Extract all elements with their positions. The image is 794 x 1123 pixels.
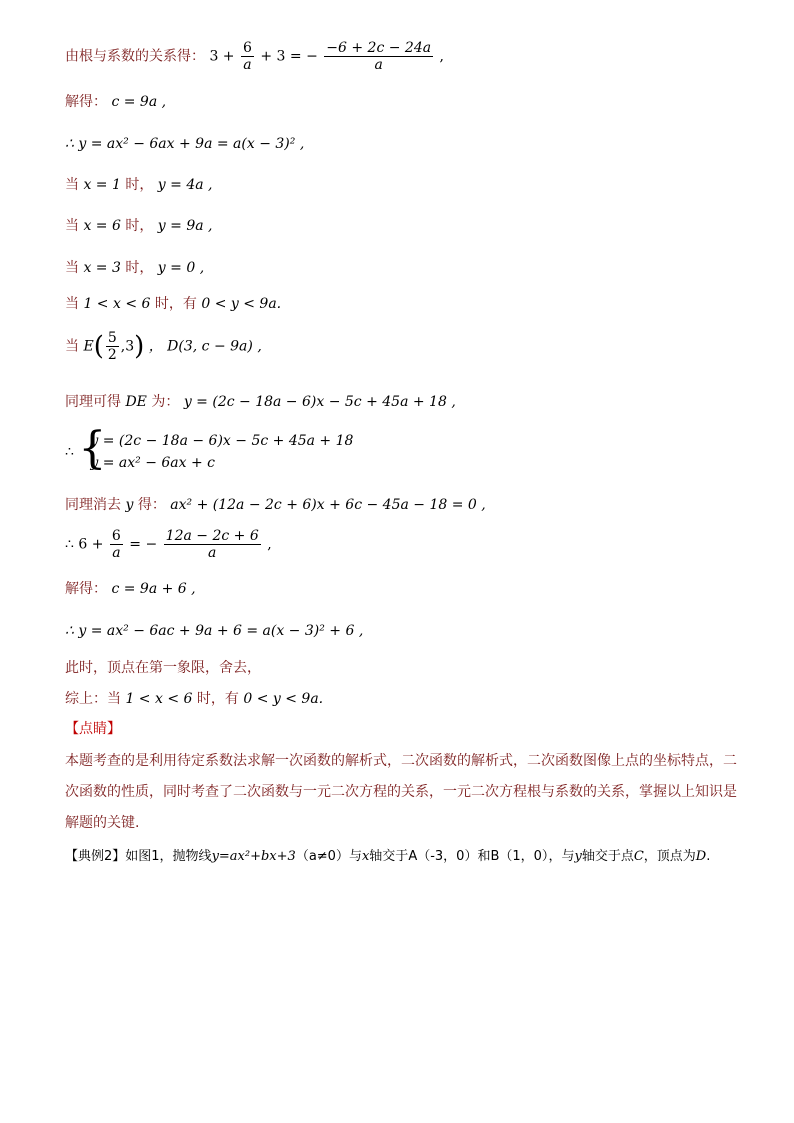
math-text: 0 < y < 9a. <box>243 691 324 707</box>
example-tag: 【典例2】 <box>65 849 126 864</box>
comment-paragraph <box>65 746 737 839</box>
fraction <box>106 330 119 363</box>
example-text: 轴交于 <box>369 849 409 864</box>
line-function-expression-2 <box>65 622 363 640</box>
label-text: 时，有 <box>154 296 197 312</box>
math-text: y <box>125 497 134 513</box>
math-text: 3 + <box>209 48 235 65</box>
fraction <box>164 528 261 561</box>
fraction <box>241 40 254 73</box>
example-text: 如图1，抛物线 <box>125 849 212 864</box>
therefore-symbol: ∴ <box>65 444 74 460</box>
comment-heading <box>65 720 121 738</box>
label-text: 时， <box>125 218 154 234</box>
label-text: 时，有 <box>196 691 239 707</box>
label-text: 时， <box>125 177 154 193</box>
math-text: + 3 = − <box>260 48 318 65</box>
label-text: 当 <box>65 338 79 355</box>
example-text: ，顶点为 <box>643 849 696 864</box>
example-x-axis: x <box>361 849 370 864</box>
example-condition: （a≠0）与 <box>295 849 362 864</box>
fraction-numerator: 12a − 2c + 6 <box>165 528 259 544</box>
line-sum-of-roots <box>65 528 272 561</box>
example-point-b: B（1，0） <box>490 849 549 864</box>
label-text: 当 <box>65 260 79 276</box>
math-text: ∴ y = ax² − 6ac + 9a + 6 = a(x − 3)² + 6 , <box>65 623 364 639</box>
line-solve-c <box>65 93 166 111</box>
math-text: x = 1 <box>83 177 121 193</box>
math-text: ， D(3, c − 9a) , <box>148 338 262 355</box>
fraction-numerator: 5 <box>107 330 117 346</box>
example-text: 轴交于点 <box>581 849 634 864</box>
example-text: ，与 <box>548 849 575 864</box>
math-text: = − <box>129 536 158 553</box>
math-text: c = 9a + 6 , <box>111 581 196 597</box>
label-text: 当 <box>65 296 79 312</box>
math-text: y = (2c − 18a − 6)x − 5c + 45a + 18 , <box>183 394 456 410</box>
fraction-numerator: −6 + 2c − 24a <box>326 40 432 56</box>
math-text: x = 6 <box>83 218 121 234</box>
math-text: ∴ y = ax² − 6ax + 9a = a(x − 3)² , <box>65 136 305 152</box>
label-text: 得： <box>137 497 166 513</box>
math-text: ax² + (12a − 2c + 6)x + 6c − 45a − 18 = 0 , <box>170 497 486 513</box>
label-text: 当 <box>65 177 79 193</box>
line-summary <box>65 690 323 708</box>
math-text: y = 9a , <box>157 218 213 234</box>
example-equation: y=ax²+bx+3 <box>211 849 296 864</box>
math-text: y = 0 , <box>157 260 205 276</box>
line-function-expression <box>65 135 304 153</box>
label-text: 同理消去 <box>65 497 121 513</box>
math-text: , <box>267 536 272 553</box>
example-y-axis: y <box>574 849 582 864</box>
label-text: 解得： <box>65 94 107 110</box>
fraction <box>324 40 433 73</box>
line-de-equation <box>65 393 456 411</box>
fraction-denominator: a <box>164 544 261 561</box>
line-eliminate-y <box>65 496 486 514</box>
label-text: 此时，顶点在第一象限，舍去， <box>65 660 261 676</box>
label-text: 当 <box>65 218 79 234</box>
label-text: 由根与系数的关系得： <box>65 48 205 65</box>
math-text: ,3 <box>120 338 135 355</box>
line-x-equals-6 <box>65 217 213 235</box>
line-point-e-d <box>65 330 262 363</box>
math-text: 1 < x < 6 <box>125 691 193 707</box>
line-x-equals-3 <box>65 259 204 277</box>
example-text: 和 <box>477 849 491 864</box>
point-label: E <box>83 338 94 355</box>
label-text: 综上：当 <box>65 691 121 707</box>
label-text: 时， <box>125 260 154 276</box>
example-point-a: A（-3，0） <box>408 849 478 864</box>
math-text: x = 3 <box>83 260 121 276</box>
line-solve-c-2 <box>65 580 196 598</box>
math-text: y = 4a , <box>157 177 213 193</box>
fraction-denominator: 2 <box>107 347 117 363</box>
line-root-coefficient-relation <box>65 40 444 73</box>
fraction-numerator: 6 <box>111 528 121 544</box>
math-text: 1 < x < 6 <box>83 296 151 312</box>
line-equation-system <box>65 423 354 474</box>
fraction <box>110 528 123 561</box>
equation-system <box>78 423 354 474</box>
label-text: 同理可得 <box>65 394 121 410</box>
line-range-conclusion <box>65 295 281 313</box>
example-2-paragraph <box>65 842 737 872</box>
fraction-denominator: a <box>110 544 123 561</box>
line-x-equals-1 <box>65 176 213 194</box>
fraction-numerator: 6 <box>243 40 252 56</box>
example-point-d: D <box>695 849 707 864</box>
comment-body: 本题考查的是利用待定系数法求解一次函数的解析式，二次函数的解析式，二次函数图像上点的坐标特点，二次函数的性质，同时考查了二次函数与一元二次方程的关系，一元二次方程根与系数的关系，掌握以上知识是解题的关键. <box>65 753 737 831</box>
label-text: 为： <box>151 394 180 410</box>
math-text: DE <box>125 394 147 410</box>
system-row-2: y = ax² − 6ax + c <box>90 455 216 471</box>
close-paren: ) <box>134 331 145 362</box>
example-point-c: C <box>633 849 644 864</box>
open-paren: ( <box>93 331 104 362</box>
comment-tag: 【点睛】 <box>65 721 121 737</box>
example-text: . <box>706 849 711 864</box>
fraction-denominator: a <box>324 56 433 73</box>
math-text: , <box>439 48 444 65</box>
math-text: ∴ 6 + <box>65 536 104 553</box>
left-brace: { <box>78 423 107 474</box>
math-text: c = 9a , <box>111 94 167 110</box>
fraction-denominator: a <box>241 56 254 73</box>
math-text: 0 < y < 9a. <box>201 296 282 312</box>
line-vertex-discard <box>65 659 261 677</box>
system-row-1: y = (2c − 18a − 6)x − 5c + 45a + 18 <box>90 433 354 449</box>
label-text: 解得： <box>65 581 107 597</box>
